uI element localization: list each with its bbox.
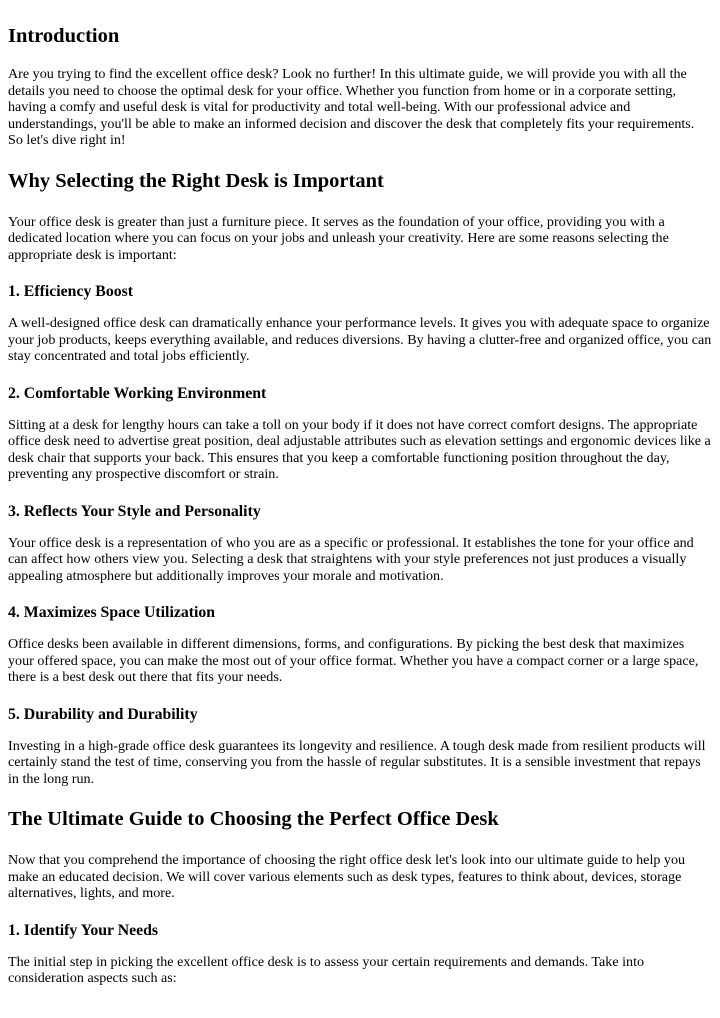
guide-paragraph: Now that you comprehend the importance of choosing the right office desk let's look into our ultimate guide to help you make an educated decision. We will cover various elements such as desk types, features to think about, devices, storage alternatives, lights, and more. xyxy=(8,852,686,901)
reason-5-text: Investing in a high-grade office desk guarantees its longevity and resilience. A tough desk made from resilient products will certainly stand the test of time, conserving you from the hassle of regular substitutes. It is a sensible investment that repays in the long run. xyxy=(8,737,706,787)
reason-4-text: Office desks been available in different dimensions, forms, and configurations. By picking the best desk that maximizes your offered space, you can make the most out of your office format. Whether you have a compact corner or a large space, there is a best desk out there that fits your needs. xyxy=(8,636,699,685)
why-heading: Why Selecting the Right Desk is Important xyxy=(8,169,384,192)
guide-section xyxy=(8,805,712,987)
guide-heading: The Ultimate Guide to Choosing the Perfect Office Desk xyxy=(8,808,499,830)
reason-2-heading: 2. Comfortable Working Environment xyxy=(8,384,267,402)
reason-3-text: Your office desk is a representation of who you are as a specific or professional. It establishes the tone for your office and can affect how others view you. Selecting a desk that straightens with your style preferences not just produces a visually appealing atmosphere but additionally improves your morale and motivation. xyxy=(8,534,694,584)
step-1-text: The initial step in picking the excellent office desk is to assess your certain requirements and demands. Take into consideration aspects such as: xyxy=(8,953,645,986)
intro-paragraph: Are you trying to find the excellent office desk? Look no further! In this ultimate guide, we will provide you with all the details you need to choose the optimal desk for your office. Whether you function from home or in a corporate setting, having a comfy and useful desk is vital for productivity and total well-being. With our professional advice and understandings, you'll be able to make an informed decision and discover the desk that completely fits your requirements. So let's dive right in! xyxy=(8,66,695,148)
step-1-heading: 1. Identify Your Needs xyxy=(8,921,159,939)
intro-heading: Introduction xyxy=(8,25,120,47)
reason-2-text: Sitting at a desk for lengthy hours can take a toll on your body if it does not have correct comfort designs. The appropriate office desk need to advertise great position, deal adjustable attributes such as elevation settings and ergonomic devices like a desk chair that supports your back. This ensures that you keep a comfortable functioning position throughout the day, preventing any prospective discomfort or strain. xyxy=(8,416,711,482)
reason-5-heading: 5. Durability and Durability xyxy=(8,705,198,723)
why-paragraph: Your office desk is greater than just a furniture piece. It serves as the foundation of your office, providing you with a dedicated location where you can focus on your jobs and unleash your creativity. Here are some reasons selecting the appropriate desk is important: xyxy=(8,213,669,263)
reason-1-text: A well-designed office desk can dramatically enhance your performance levels. It gives you with adequate space to organize your job products, keeps everything available, and reduces diversions. By having a clutter-free and organized office, you can stay concentrated and total jobs efficiently. xyxy=(8,315,712,364)
intro-section xyxy=(8,22,712,149)
why-section xyxy=(8,167,712,788)
reason-4-heading: 4. Maximizes Space Utilization xyxy=(8,604,216,621)
reason-3-heading: 3. Reflects Your Style and Personality xyxy=(8,502,261,520)
reason-1-heading: 1. Efficiency Boost xyxy=(8,283,134,300)
